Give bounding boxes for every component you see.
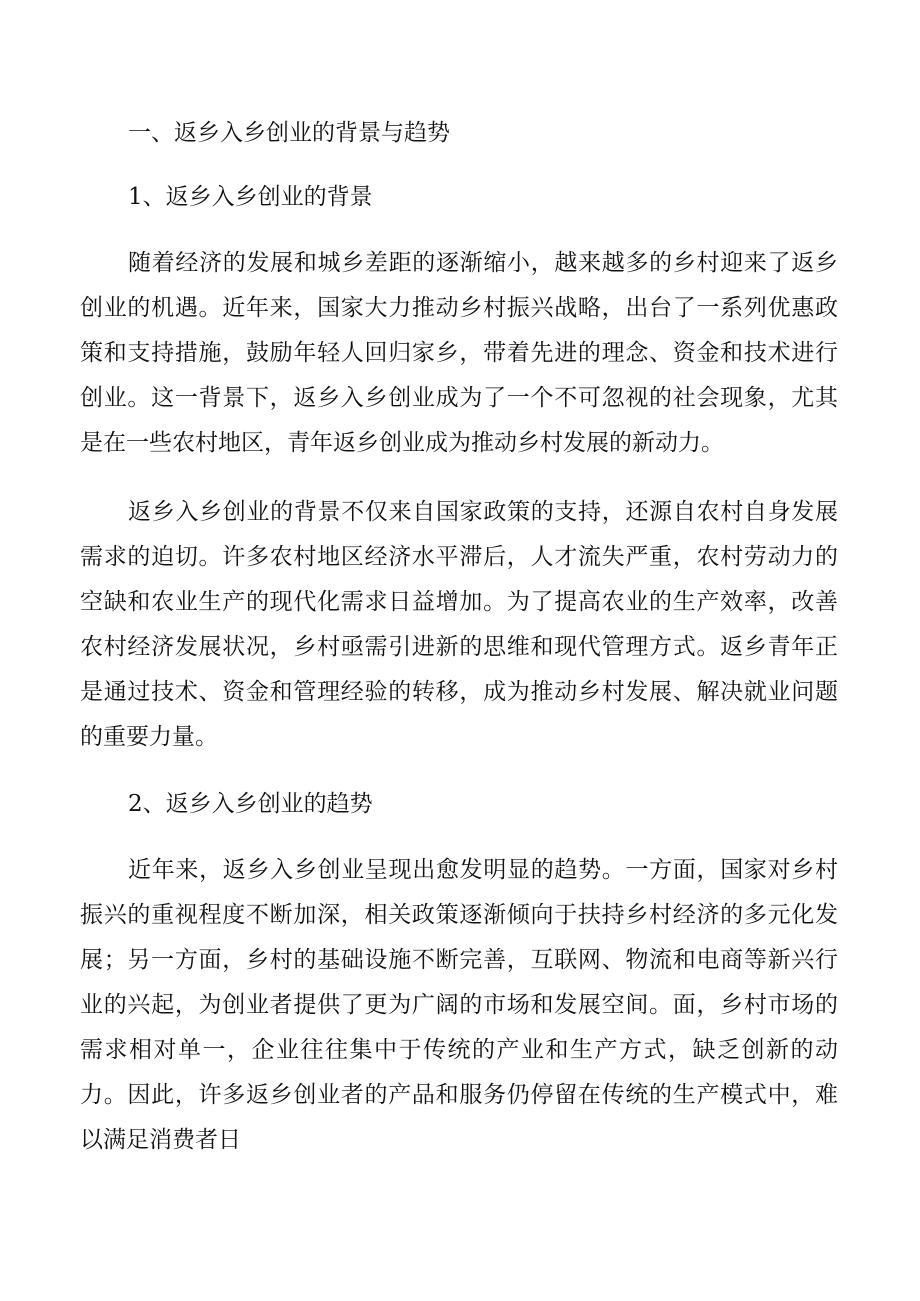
paragraph-background-1: 随着经济的发展和城乡差距的逐渐缩小，越来越多的乡村迎来了返乡创业的机遇。近年来，国家大力推动乡村振兴战略，出台了一系列优惠政策和支持措施，鼓励年轻人回归家乡，带着先进的理念、资金和技术进行创业。这一背景下，返乡入乡创业成为了一个不可忽视的社会现象，尤其是在一些农村地区，青年返乡创业成为推动乡村发展的新动力。 [80,250,838,456]
subsection-title-trend: 2、返乡入乡创业的趋势 [128,791,373,817]
subsection-title-background: 1、返乡入乡创业的背景 [128,184,373,210]
paragraph-background-2: 返乡入乡创业的背景不仅来自国家政策的支持，还源自农村自身发展需求的迫切。许多农村地区经济水平滞后，人才流失严重，农村劳动力的空缺和农业生产的现代化需求日益增加。为了提高农业的生产效率，改善农村经济发展状况，乡村亟需引进新的思维和现代管理方式。返乡青年正是通过技术、资金和管理经验的转移，成为推动乡村发展、解决就业问题的重要力量。 [80,499,838,750]
document-body [80,113,838,1187]
paragraph-trend-1: 近年来，返乡入乡创业呈现出愈发明显的趋势。一方面，国家对乡村振兴的重视程度不断加深，相关政策逐渐倾向于扶持乡村经济的多元化发展；另一方面，乡村的基础设施不断完善，互联网、物流和电商等新兴行业的兴起，为创业者提供了更为广阔的市场和发展空间。面，乡村市场的需求相对单一，企业往往集中于传统的产业和生产方式，缺乏创新的动力。因此，许多返乡创业者的产品和服务仍停留在传统的生产模式中，难以满足消费者日 [80,857,838,1153]
section-title: 一、返乡入乡创业的背景与趋势 [128,120,450,146]
